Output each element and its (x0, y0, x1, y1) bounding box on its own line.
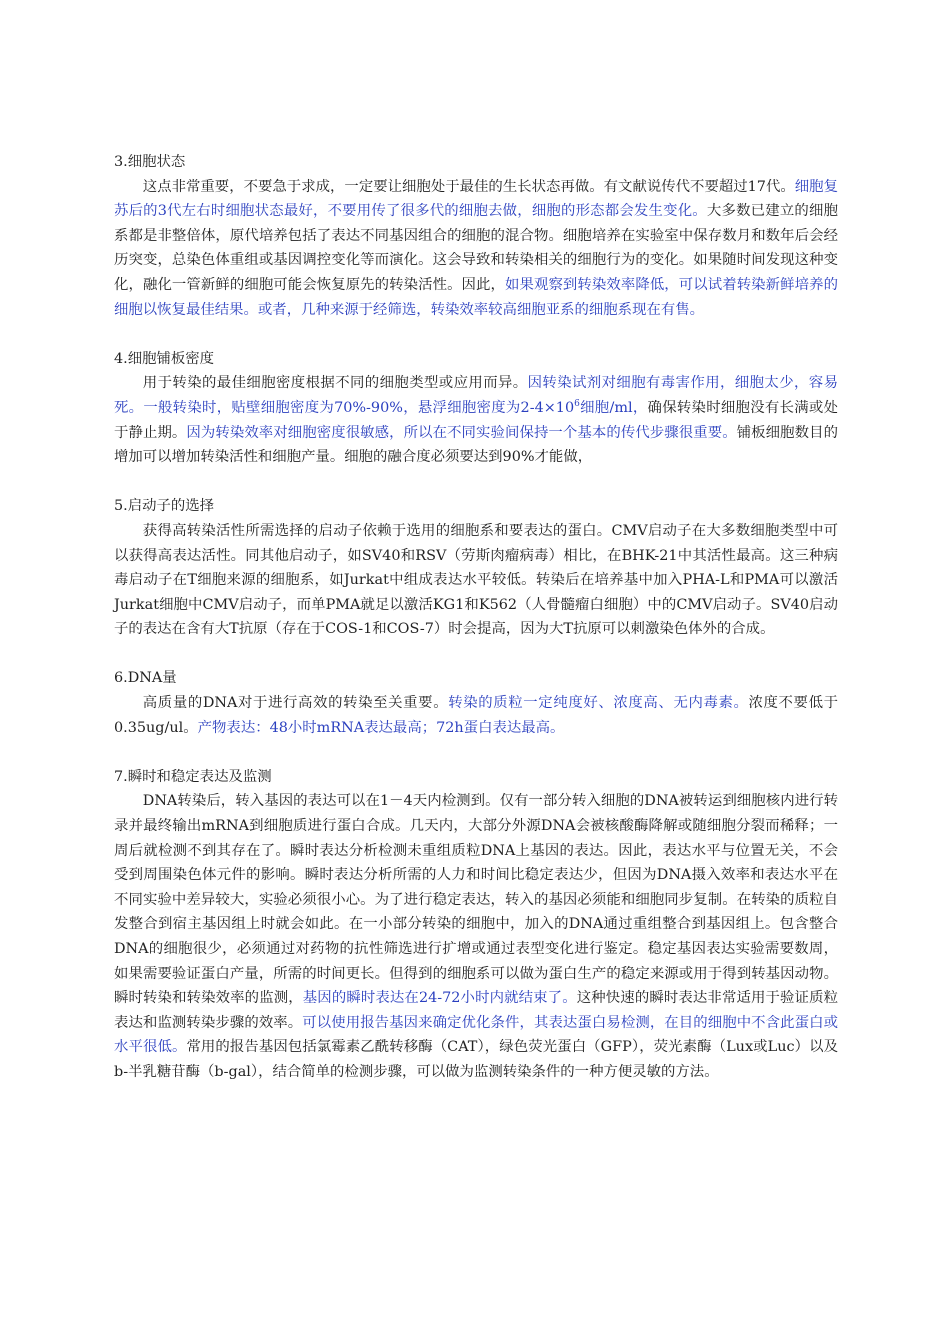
body-text: 确保转染时细胞没有长满或处于静止期。 (114, 399, 838, 441)
section-paragraph (114, 691, 838, 740)
highlighted-text: 产物表达：48小时mRNA表达最高；72h蛋白表达最高。 (197, 719, 565, 736)
section (114, 347, 838, 470)
body-text: 高质量的DNA对于进行高效的转染至关重要。 (142, 695, 449, 712)
body-text: 获得高转染活性所需选择的启动子依赖于选用的细胞系和要表达的蛋白。CMV启动子在大多数细胞类型中可以获得高表达活性。同其他启动子，如SV40和RSV（劳斯肉瘤病毒）相比，在BHK-21中其活性最高。这三种病毒启动子在T细胞来源的细胞系，如Jurkat中组成表达水平较低。转染后在培养基中加入PHA-L和PMA可以激活Jurkat细胞中CMV启动子，而单PMA就足以激活KG1和K562（人骨髓瘤白细胞）中的CMV启动子。SV40启动子的表达在含有大T抗原（存在于COS-1和COS-7）时会提高，因为大T抗原可以刺激染色体外的合成。 (114, 522, 838, 638)
body-text: DNA转染后，转入基因的表达可以在1－4天内检测到。仅有一部分转入细胞的DNA被转运到细胞核内进行转录并最终输出mRNA到细胞质进行蛋白合成。几天内，大部分外源DNA会被核酸酶降解或随细胞分裂而稀释；一周后就检测不到其存在了。瞬时表达分析检测未重组质粒DNA上基因的表达。因此，表达水平与位置无关，不会受到周围染色体元件的影响。瞬时表达分析所需的人力和时间比稳定表达少，但因为DNA摄入效率和表达水平在不同实验中差异较大，实验必须很小心。为了进行稳定表达，转入的基因必须能和细胞同步复制。在转染的质粒自发整合到宿主基因组上时就会如此。在一小部分转染的细胞中，加入的DNA通过重组整合到基因组上。包含整合DNA的细胞很少，必须通过对药物的抗性筛选进行扩增或通过表型变化进行鉴定。稳定基因表达实验需要数周，如果需要验证蛋白产量，所需的时间更长。但得到的细胞系可以做为蛋白生产的稳定来源或用于得到转基因动物。瞬时转染和转染效率的监测， (114, 793, 838, 1007)
section (114, 494, 838, 642)
section-heading: 7.瞬时和稳定表达及监测 (114, 768, 272, 785)
section (114, 666, 838, 740)
document-page (114, 150, 838, 1109)
section-heading: 5.启动子的选择 (114, 498, 215, 515)
section-heading: 4.细胞铺板密度 (114, 350, 215, 367)
section-heading: 6.DNA量 (114, 670, 177, 687)
body-text: 铺板细胞数目的增加可以增加转染活性和细胞产量。细胞的融合度必须要达到90%才能做， (114, 424, 838, 466)
highlighted-text: 因为转染效率对细胞密度很敏感，所以在不同实验间保持一个基本的传代步骤很重要。 (186, 424, 737, 441)
section-paragraph (114, 371, 838, 469)
body-text: 浓度不要低于0.35ug/ul。 (114, 695, 838, 736)
highlighted-text: 可以使用报告基因来确定优化条件，其表达蛋白易检测，在目的细胞中不含此蛋白或水平很低。 (114, 1014, 838, 1056)
highlighted-text: 转染的质粒一定纯度好、浓度高、无内毒素。 (448, 695, 749, 712)
body-text: 这点非常重要，不要急于求成，一定要让细胞处于最佳的生长状态再做。有文献说传代不要超过17代。 (142, 178, 795, 195)
section-paragraph (114, 789, 838, 1084)
body-text: 常用的报告基因包括氯霉素乙酰转移酶（CAT），绿色荧光蛋白（GFP），荧光素酶（Lux或Luc）以及b-半乳糖苷酶（b-gal），结合简单的检测步骤，可以做为监测转染条件的一种方便灵敏的方法。 (114, 1039, 838, 1080)
highlighted-text: 6 (574, 399, 580, 410)
highlighted-text: 细胞/ml， (579, 399, 648, 416)
section-paragraph (114, 519, 838, 642)
highlighted-text: 如果观察到转染效率降低，可以试着转染新鲜培养的细胞以恢复最佳结果。或者，几种来源于经筛选，转染效率较高细胞亚系的细胞系现在有售。 (114, 276, 838, 318)
section (114, 150, 838, 322)
section-heading: 3.细胞状态 (114, 154, 186, 170)
highlighted-text: 细胞复苏后的3代左右时细胞状态最好，不要用传了很多代的细胞去做，细胞的形态都会发生变化。 (114, 178, 838, 220)
body-text: 这种快速的瞬时表达非常适用于验证质粒表达和监测转染步骤的效率。 (114, 990, 838, 1031)
body-text: 大多数已建立的细胞系都是非整倍体，原代培养包括了表达不同基因组合的细胞的混合物。细胞培养在实验室中保存数月和数年后会经历突变，总染色体重组或基因调控变化等而演化。这会导致和转染相关的细胞行为的变化。如果随时间发现这种变化，融化一管新鲜的细胞可能会恢复原先的转染活性。因此， (114, 203, 838, 293)
section-paragraph (114, 175, 838, 323)
section (114, 765, 838, 1085)
highlighted-text: 因转染试剂对细胞有毒害作用，细胞太少，容易死。一般转染时，贴壁细胞密度为70%-90%，悬浮细胞密度为2-4×10 (114, 375, 838, 416)
highlighted-text: 基因的瞬时表达在24-72小时内就结束了。 (302, 990, 577, 1007)
body-text: 用于转染的最佳细胞密度根据不同的细胞类型或应用而异。 (142, 375, 528, 392)
